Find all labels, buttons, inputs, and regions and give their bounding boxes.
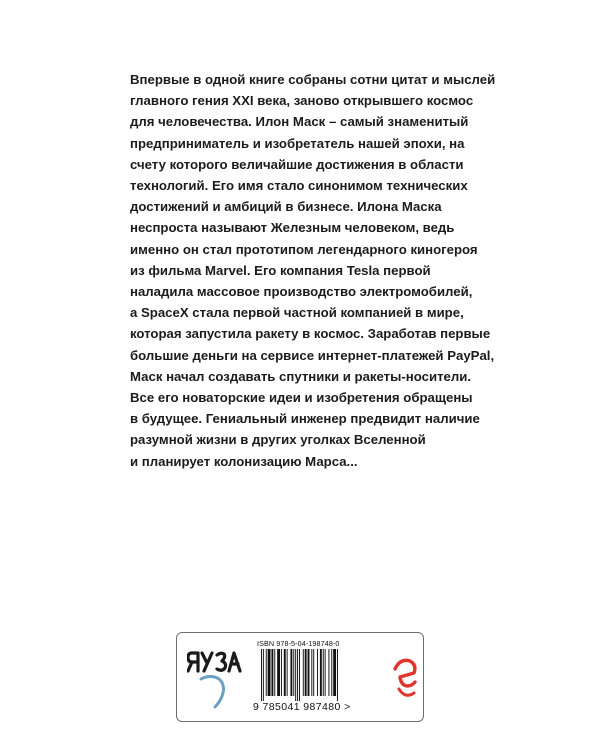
annotation-line: технологий. Его имя стало синонимом технических	[130, 178, 468, 194]
annotation-line: в будущее. Гениальный инженер предвидит наличие	[130, 411, 480, 427]
barcode-bar	[328, 649, 329, 696]
barcode-bar	[333, 649, 336, 696]
annotation-line: Маск начал создавать спутники и ракеты-носители.	[130, 368, 472, 384]
annotation-line: Впервые в одной книге собраны сотни цитат и мыслей	[130, 72, 496, 87]
annotation-line: Все его новаторские идеи и изобретения обращены	[130, 390, 473, 406]
barcode-bar	[308, 649, 310, 696]
annotation-line: для человечества. Илон Маск – самый знаменитый	[130, 114, 469, 130]
barcode-bar	[293, 649, 294, 696]
yauza-logo	[187, 649, 243, 709]
annotation-line: достижений и амбиций в бизнесе. Илона Маска	[130, 199, 442, 215]
barcode-bar	[325, 649, 326, 696]
annotation-line: и планирует колонизацию Марса...	[130, 453, 358, 469]
barcode-bar	[320, 649, 322, 696]
yauza-logo-wave	[201, 677, 224, 708]
barcode-area	[253, 639, 388, 715]
barcode-bar	[268, 649, 271, 696]
annotation-line: а SpaceX стала первой частной компанией в мире,	[130, 305, 464, 321]
barcode-bar	[305, 649, 307, 696]
barcode-bar	[323, 649, 324, 696]
annotation-line: которая запустила ракету в космос. Заработав первые	[130, 326, 491, 342]
publisher-info-box	[176, 632, 424, 722]
barcode-bar	[281, 649, 282, 696]
barcode-bar	[290, 649, 292, 696]
barcode-bar	[263, 649, 264, 701]
barcode-bar	[337, 649, 338, 701]
annotation-text	[130, 69, 496, 472]
barcode-bar	[266, 649, 267, 696]
barcode-bar	[303, 649, 304, 696]
barcode-bar	[313, 649, 314, 696]
barcode-bar	[277, 649, 280, 696]
barcode-bar	[311, 649, 312, 696]
annotation-line: главного гения XXI века, заново открывшего космос	[130, 93, 474, 109]
barcode-bar	[317, 649, 318, 696]
isbn-number: ISBN 978-5-04-198748-0	[257, 639, 340, 648]
barcode-bar	[274, 649, 275, 696]
yauza-logo-letters	[188, 653, 240, 671]
barcode-bar	[299, 649, 300, 701]
annotation-line: именно он стал прототипом легендарного киногероя	[130, 241, 478, 257]
barcode-bar	[284, 649, 286, 696]
annotation-line: разумной жизни в других уголках Вселенной	[130, 432, 426, 448]
barcode	[259, 649, 371, 701]
barcode-bar	[261, 649, 262, 701]
annotation-line: счету которого величайшие достижения в области	[130, 156, 464, 172]
annotation-line: предприниматель и изобретатель нашей эпохи, на	[130, 135, 465, 151]
annotation-line: большие деньги на сервисе интернет-платежей PayPal,	[130, 347, 495, 363]
annotation-line: из фильма Marvel. Его компания Tesla первой	[130, 262, 431, 278]
ean-digits: 9 785041 987480 >	[253, 701, 351, 713]
barcode-bar	[331, 649, 332, 696]
barcode-bar	[287, 649, 288, 696]
barcode-bar	[295, 649, 296, 701]
annotation-line: наладила массовое производство электромобилей,	[130, 284, 473, 300]
barcode-bar	[271, 649, 273, 696]
barcode-bar	[297, 649, 298, 701]
annotation-line: неспроста называют Железным человеком, ведь	[130, 220, 455, 236]
eksmo-logo	[392, 655, 418, 701]
